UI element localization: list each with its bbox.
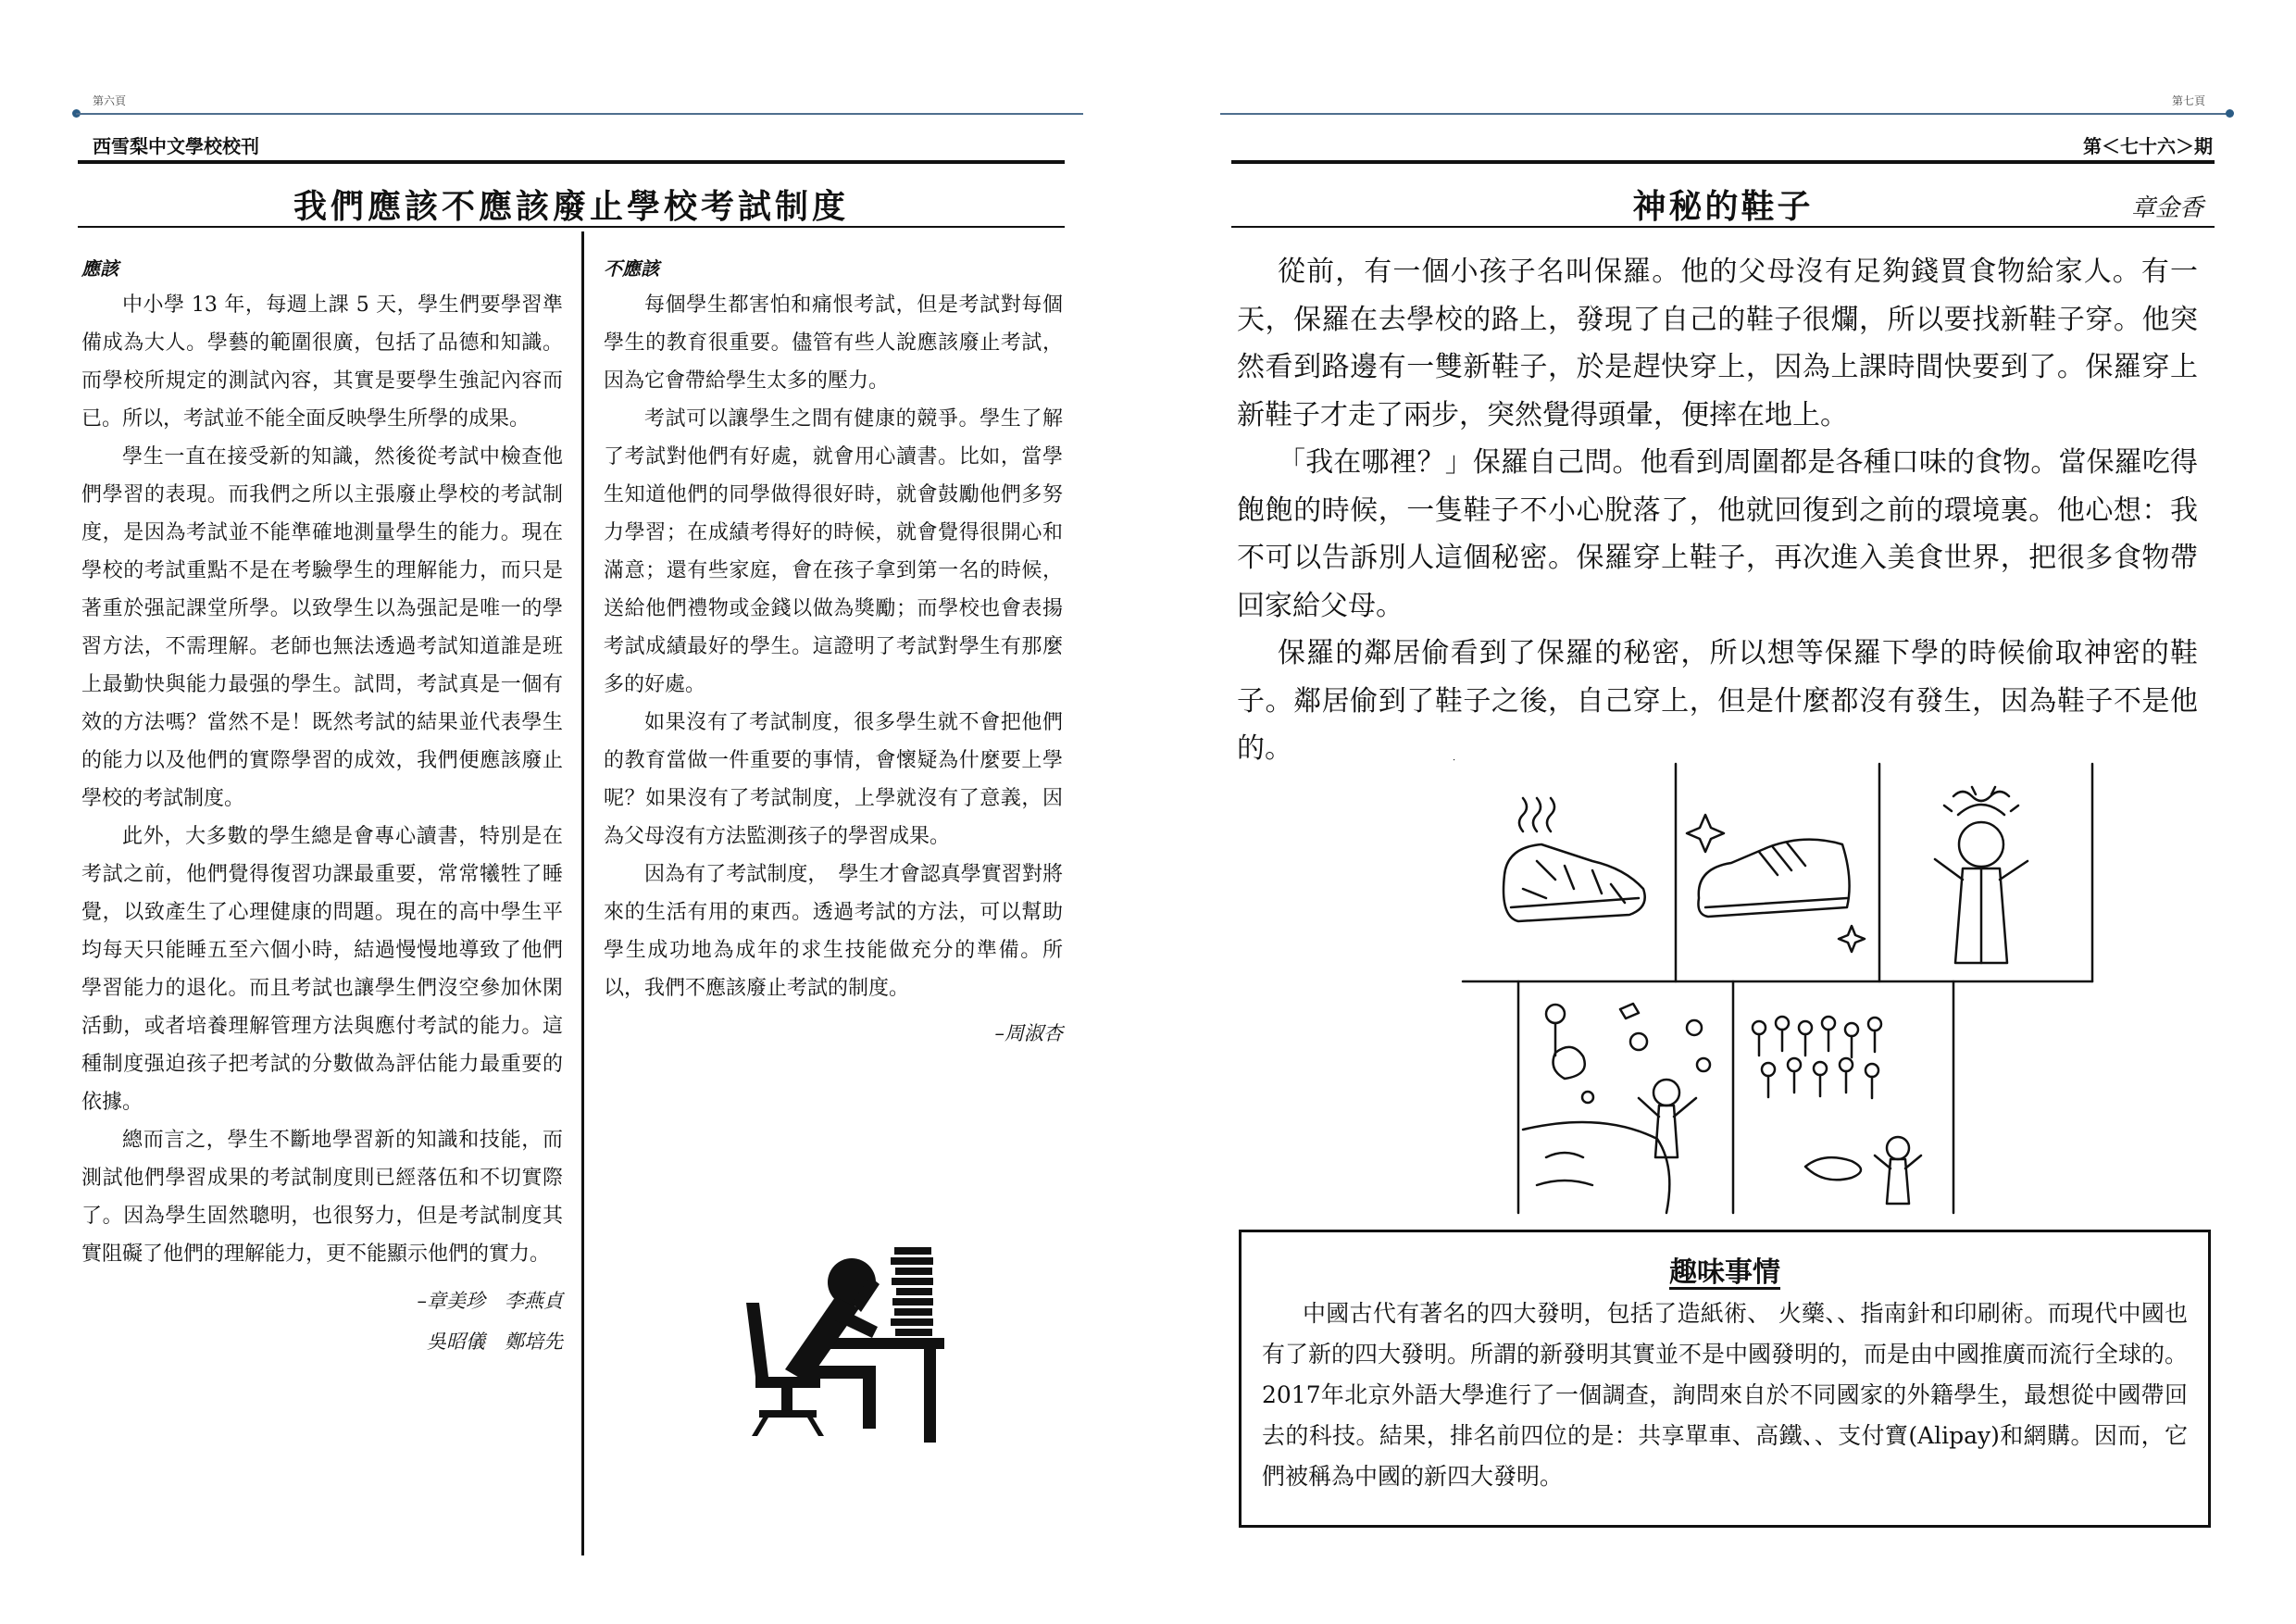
con-signature: –周淑杏 (994, 1022, 1063, 1044)
left-top-rule (76, 113, 1083, 115)
right-page-number: 第七頁 (2172, 94, 2206, 107)
fun-facts-title: 趣味事情 (1669, 1256, 1780, 1289)
pro-paragraph: 總而言之，學生不斷地學習新的知識和技能，而測試他們學習成果的考試制度則已經落伍和不切實際了。因為學生固然聰明，也很努力，但是考試制度其實阻礙了他們的理解能力，更不能顯示他們的實力。 (81, 1129, 563, 1266)
con-paragraph: 考試可以讓學生之間有健康的競爭。學生了解了考試對他們有好處，就會用心讀書。比如，當學生知道他們的同學做得很好時，就會鼓勵他們多努力學習；在成績考得好的時候，就會覺得很開心和滿意；還有些家庭，會在孩子拿到第一名的時候，送給他們禮物或金錢以做為獎勵；而學校也會表揚考試成績最好的學生。這證明了考試對學生有那麼多的好處。 (604, 407, 1063, 696)
con-column (604, 254, 1063, 1046)
right-header-rule (1231, 160, 2215, 164)
left-page-number: 第六頁 (93, 94, 127, 107)
pro-paragraph: 此外，大多數的學生總是會專心讀書，特別是在考試之前，他們覺得復習功課最重要，常常犧牲了睡覺，以致產生了心理健康的問題。現在的高中學生平均每天只能睡五至六個小時，結過慢慢地導致了他們學習能力的退化。而且考試也讓學生們沒空參加休閑活動，或者培養理解管理方法與應付考試的能力。這種制度强迫孩子把考試的分數做為評估能力最重要的依據。 (81, 825, 563, 1114)
right-title-rule (1231, 226, 2215, 228)
pro-heading: 應該 (81, 257, 119, 280)
con-paragraph: 如果沒有了考試制度，很多學生就不會把他們的教育當做一件重要的事情，會懷疑為什麼要上學呢？如果沒有了考試制度，上學就沒有了意義，因為父母沒有方法監測孩子的學習成果。 (604, 711, 1063, 848)
story-title: 神秘的鞋子 (1632, 187, 1814, 226)
issue-number: 第＜七十六＞期 (2083, 135, 2213, 157)
left-header-rule (78, 160, 1065, 164)
con-heading: 不應該 (604, 257, 659, 280)
fun-facts-text: 中國古代有著名的四大發明，包括了造紙術、 火藥、、指南針和印刷術。而現代中國也有了新的四大發明。所謂的新發明其實並不是中國發明的，而是由中國推廣而流行全球的。2017年北京外語大學進行了一個調查，詢問來自於不同國家的外籍學生，最想從中國帶回去的科技。結果，排名前四位的是：共享單車、高鐵、、支付寶(Alipay)和網購。因而，它們被稱為中國的新四大發明。 (1262, 1300, 2189, 1490)
story-author: 章金香 (2130, 194, 2203, 222)
story-paragraph: 「我在哪裡？」保羅自己問。他看到周圍都是各種口味的食物。當保羅吃得飽飽的時候，一隻鞋子不小心脫落了，他就回復到之前的環境裏。他心想：我不可以告訴別人這個秘密。保羅穿上鞋子，再次進入美食世界，把很多食物帶回家給父母。 (1237, 446, 2198, 622)
con-paragraph: 每個學生都害怕和痛恨考試，但是考試對每個學生的教育很重要。儘管有些人說應該廢止考試，因為它會帶給學生太多的壓力。 (604, 294, 1063, 393)
pro-signature: 吳昭儀 鄭培先 (427, 1330, 563, 1353)
studying-student-icon (713, 1245, 954, 1444)
story-paragraph: 從前，有一個小孩子名叫保羅。他的父母沒有足夠錢買食物給家人。有一天，保羅在去學校的路上，發現了自己的鞋子很爛，所以要找新鞋子穿。他突然看到路邊有一雙新鞋子，於是趕快穿上，因為上課時間快要到了。保羅穿上新鞋子才走了兩步，突然覺得頭暈，便摔在地上。 (1237, 256, 2198, 431)
pro-signature: –章美珍 李燕貞 (417, 1290, 563, 1312)
story-paragraph: 保羅的鄰居偷看到了保羅的秘密，所以想等保羅下學的時候偷取神密的鞋子。鄰居偷到了鞋子之後，自己穿上，但是什麼都沒有發生，因為鞋子不是他的。 (1237, 637, 2198, 765)
pro-paragraph: 學生一直在接受新的知識，然後從考試中檢查他們學習的表現。而我們之所以主張廢止學校的考試制度，是因為考試並不能準確地測量學生的能力。現在學校的考試重點不是在考驗學生的理解能力，而只是著重於强記課堂所學。以致學生以為强記是唯一的學習方法，不需理解。老師也無法透過考試知道誰是班上最勤快與能力最强的學生。試問，考試真是一個有效的方法嗎？當然不是！既然考試的結果並代表學生的能力以及他們的實際學習的成效，我們便應該廢止學校的考試制度。 (81, 445, 563, 810)
newsletter-header: 西雪梨中文學校校刊 (93, 135, 259, 157)
article-title: 我們應該不應該廢止學校考試制度 (293, 187, 849, 226)
right-top-rule (1220, 113, 2229, 115)
con-paragraph: 因為有了考試制度， 學生才會認真學實習對將來的生活有用的東西。透過考試的方法，可以幫助學生成功地為成年的求生技能做充分的準備。所以，我們不應該廢止考試的制度。 (604, 863, 1063, 1000)
right-header-dot (2226, 109, 2234, 118)
pro-paragraph: 中小學 13 年，每週上課 5 天，學生們要學習準備成為大人。學藝的範圍很廣，包括了品德和知識。而學校所規定的測試內容，其實是要學生強記內容而已。所以，考試並不能全面反映學生所學的成果。 (81, 294, 563, 431)
fun-facts-box (1239, 1230, 2211, 1528)
left-title-rule (78, 226, 1065, 228)
story-body (1237, 248, 2198, 773)
column-divider (581, 231, 584, 1555)
pro-column (81, 254, 563, 1362)
comic-strip (1454, 759, 2102, 1218)
